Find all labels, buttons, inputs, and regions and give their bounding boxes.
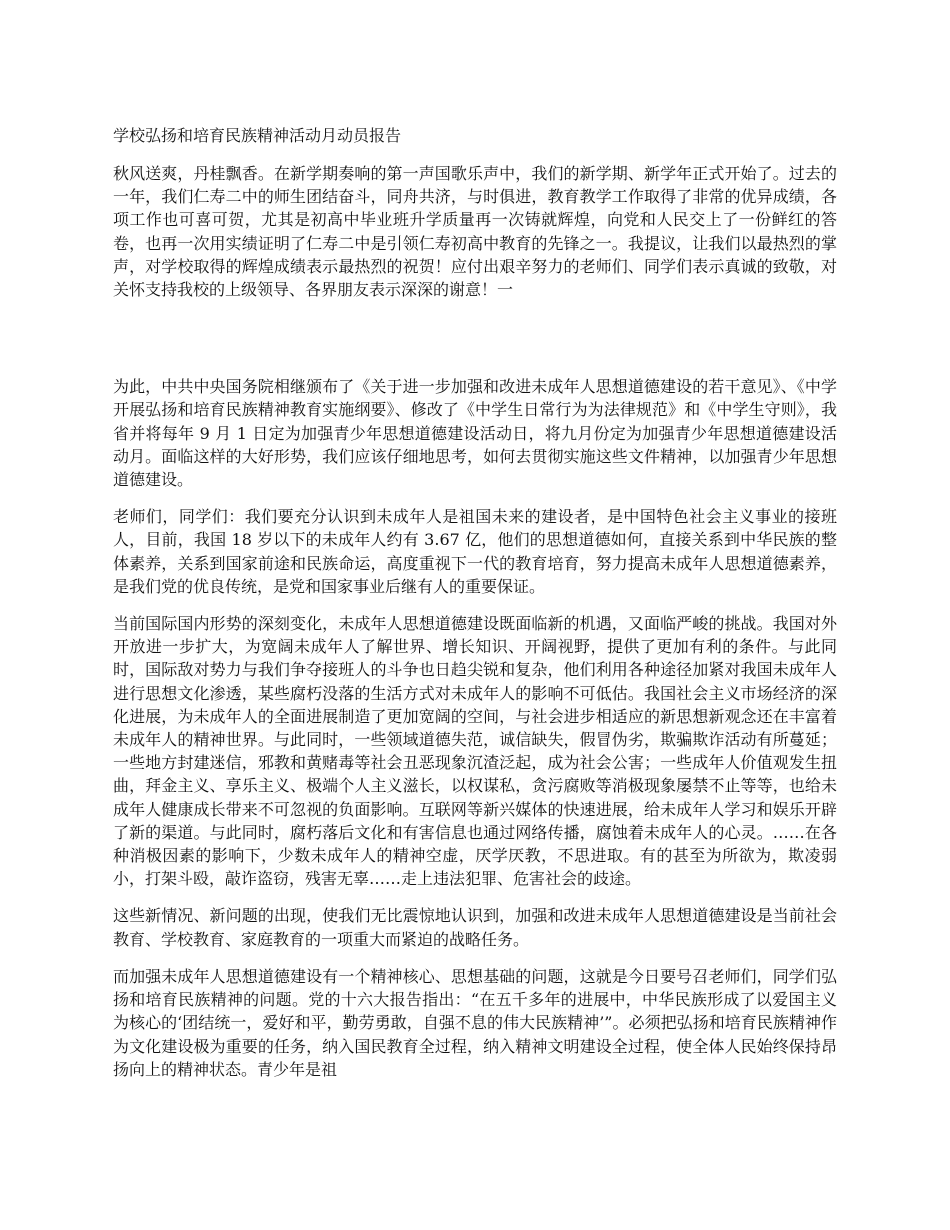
paragraph-policy: 为此，中共中央国务院相继颁布了《关于进一步加强和改进未成年人思想道德建设的若干意见》、《中学开展弘扬和培育民族精神教育实施纲要》、修改了《中学生日常行为为法律规范》和《中学生守则》，我省并将每年 9 月 1 日定为加强青少年思想道德建设活动日，将九月份定为加强青少年思想道德建设活动月。面临这样的大好形势，我们应该仔细地思考，如何去贯彻实施这些文件精神，以加强青少年思想道德建设。 (113, 377, 837, 490)
document-title: 学校弘扬和培育民族精神活动月动员报告 (113, 126, 402, 145)
paragraph-national-spirit: 而加强未成年人思想道德建设有一个精神核心、思想基础的问题，这就是今日要号召老师们，同学们弘扬和培育民族精神的问题。党的十六大报告指出：“在五千多年的进展中，中华民族形成了以爱国主义为核心的‘团结统一，爱好和平，勤劳勇敢，自强不息的伟大民族精神’”。必须把弘扬和培育民族精神作为文化建设极为重要的任务，纳入国民教育全过程，纳入精神文明建设全过程，使全体人民始终保持昂扬向上的精神状态。青少年是祖 (113, 966, 837, 1079)
paragraph-opening: 秋风送爽，丹桂飘香。在新学期奏响的第一声国歌乐声中，我们的新学期、新学年正式开始了。过去的一年，我们仁寿二中的师生团结奋斗，同舟共济，与时俱进，教育教学工作取得了非常的优异成绩，各项工作也可喜可贺，尤其是初高中毕业班升学质量再一次铸就辉煌，向党和人民交上了一份鲜红的答卷，也再一次用实绩证明了仁寿二中是引领仁寿初高中教育的先锋之一。我提议，让我们以最热烈的掌声，对学校取得的辉煌成绩表示最热烈的祝贺！应付出艰辛努力的老师们、同学们表示真诚的致敬，对关怀支持我校的上级领导、各界朋友表示深深的谢意！一 (113, 164, 837, 300)
paragraph-situation: 当前国际国内形势的深刻变化，未成年人思想道德建设既面临新的机遇，又面临严峻的挑战。我国对外开放进一步扩大，为宽阔未成年人了解世界、增长知识、开阔视野，提供了更加有利的条件。与此同时，国际敌对势力与我们争夺接班人的斗争也日趋尖锐和复杂，他们利用各种途径加紧对我国未成年人进行思想文化渗透，某些腐朽没落的生活方式对未成年人的影响不可低估。我国社会主义市场经济的深化进展，为未成年人的全面进展制造了更加宽阔的空间，与社会进步相适应的新思想新观念还在丰富着未成年人的精神世界。与此同时，一些领域道德失范，诚信缺失，假冒伪劣，欺骗欺诈活动有所蔓延；一些地方封建迷信，邪教和黄赌毒等社会丑恶现象沉渣泛起，成为社会公害；一些成年人价值观发生扭曲，拜金主义、享乐主义、极端个人主义滋长，以权谋私，贪污腐败等消极现象屡禁不止等等，也给未成年人健康成长带来不可忽视的负面影响。互联网等新兴媒体的快速进展，给未成年人学习和娱乐开辟了新的渠道。与此同时，腐朽落后文化和有害信息也通过网络传播，腐蚀着未成年人的心灵。……在各种消极因素的影响下，少数未成年人的精神空虚，厌学厌教，不思进取。有的甚至为所欲为，欺凌弱小，打架斗殴，敲诈盗窃，残害无辜……走上违法犯罪、危害社会的歧途。 (113, 614, 837, 889)
paragraph-task: 这些新情况、新问题的出现，使我们无比震惊地认识到，加强和改进未成年人思想道德建设是当前社会教育、学校教育、家庭教育的一项重大而紧迫的战略任务。 (113, 906, 837, 949)
document-page (113, 124, 837, 1095)
paragraph-minors: 老师们，同学们：我们要充分认识到未成年人是祖国未来的建设者，是中国特色社会主义事业的接班人，目前，我国 18 岁以下的未成年人约有 3.67 亿，他们的思想道德如何，直接关系到中华民族的整体素养，关系到国家前途和民族命运，高度重视下一代的教育培育，努力提高未成年人思想道德素养，是我们党的优良传统，是党和国家事业后继有人的重要保证。 (113, 507, 837, 596)
section-gap (113, 315, 837, 375)
